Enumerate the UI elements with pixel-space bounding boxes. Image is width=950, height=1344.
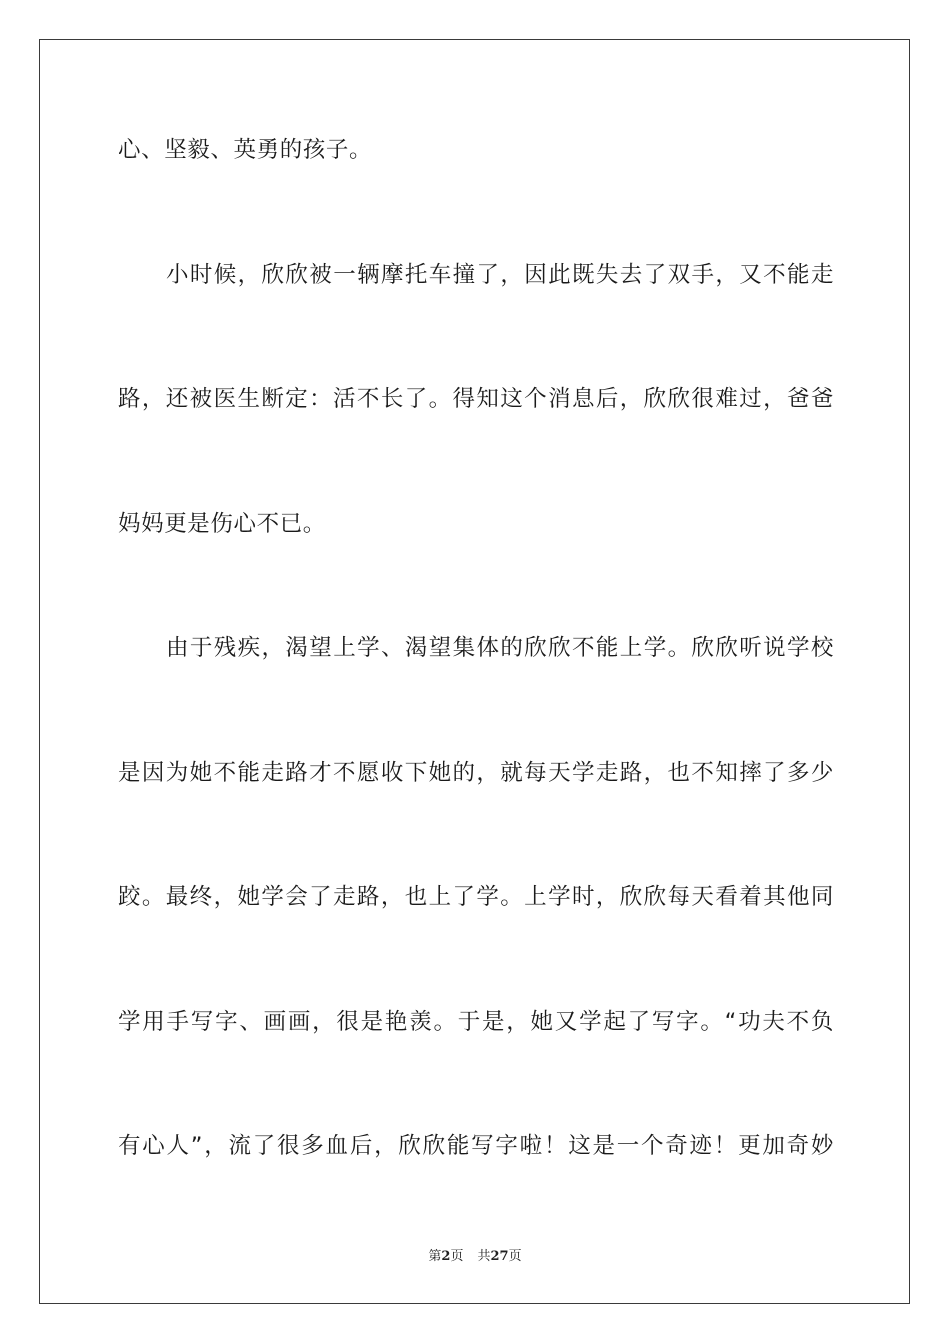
page-prefix: 第 [428, 1249, 442, 1264]
text-line-4: 妈妈更是伤心不已。 [118, 511, 326, 537]
page-number: 2 [441, 1249, 451, 1264]
text-line-3: 路，还被医生断定：活不长了。得知这个消息后，欣欣很难过，爸爸 [118, 386, 834, 412]
total-suffix: 页 [508, 1249, 522, 1264]
text-line-8: 学用手写字、画画，很是艳羡。于是，她又学起了写字。“功夫不负 [118, 1009, 834, 1035]
text-line-9: 有心人”，流了很多血后，欣欣能写字啦！这是一个奇迹！更加奇妙 [118, 1133, 834, 1159]
text-line-5: 由于残疾，渴望上学、渴望集体的欣欣不能上学。欣欣听说学校 [166, 635, 834, 661]
total-pages: 27 [490, 1249, 509, 1264]
page-border [39, 39, 910, 1304]
text-line-2: 小时候，欣欣被一辆摩托车撞了，因此既失去了双手，又不能走 [166, 262, 834, 288]
page-suffix: 页 [450, 1249, 464, 1264]
text-line-6: 是因为她不能走路才不愿收下她的，就每天学走路，也不知摔了多少 [118, 760, 834, 786]
text-line-1: 心、坚毅、英勇的孩子。 [118, 137, 373, 163]
text-line-7: 跤。最终，她学会了走路，也上了学。上学时，欣欣每天看着其他同 [118, 884, 834, 910]
total-prefix: 共 [477, 1249, 491, 1264]
page-footer [0, 1248, 950, 1266]
